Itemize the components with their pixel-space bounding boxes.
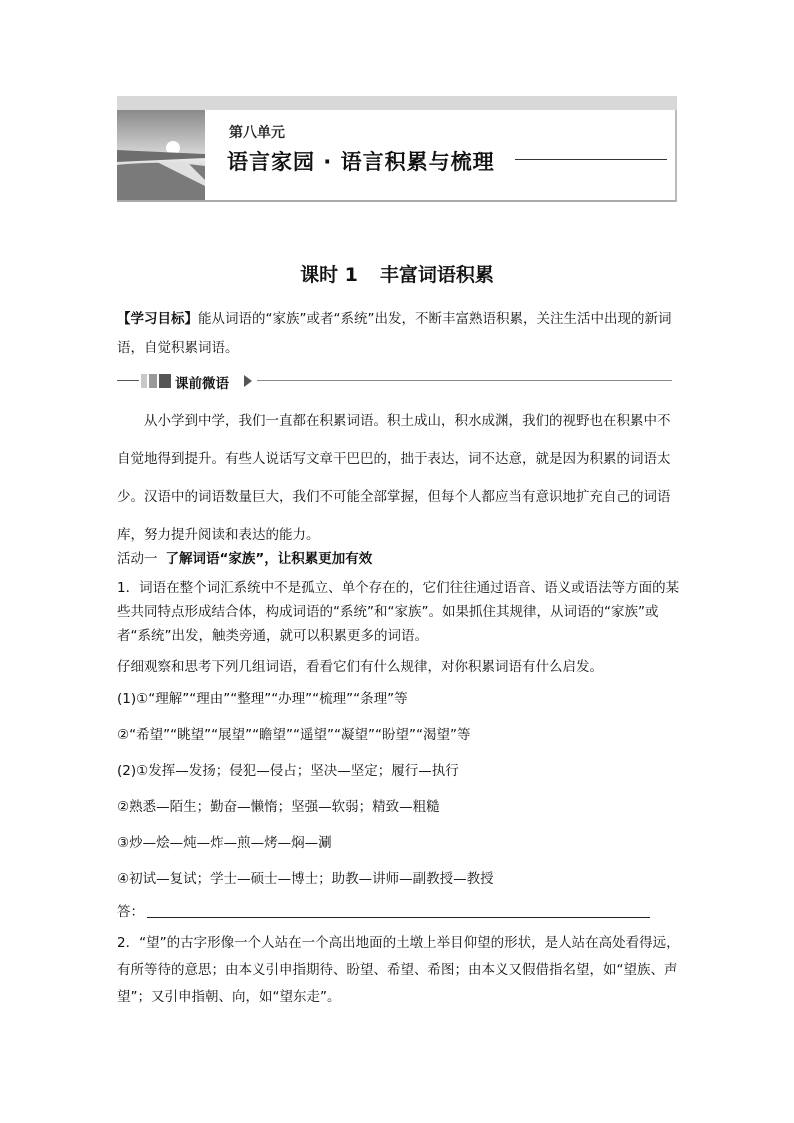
- word-group: ④初试—复试；学士—硕士—博士；助教—讲师—副教授—教授: [117, 871, 494, 887]
- question-2-number: 2．: [117, 935, 140, 951]
- objective-label: 【学习目标】: [117, 311, 198, 327]
- pre-class-paragraph: 从小学到中学，我们一直都在积累词语。积土成山，积水成渊，我们的视野也在积累中不自觉地得到提升。有些人说话写文章干巴巴的，拙于表达，词不达意，就是因为积累的词语太少。汉语中的词语数量巨大，我们不可能全部掌握，但每个人都应当有意识地扩充自己的词语库，努力提升阅读和表达的能力。: [117, 413, 671, 543]
- section-bar-dark: [159, 374, 171, 388]
- question-1-text: 词语在整个词汇系统中不是孤立、单个存在的，它们往往通过语音、语义或语法等方面的某些共同特点形成结合体，构成词语的“系统”和“家族”。如果抓住其规律，从词语的“家族”或者“系统”出发，触类旁通，就可以积累更多的词语。: [117, 580, 680, 644]
- word-group: ③炒—烩—炖—炸—煎—烤—焖—涮: [117, 835, 332, 851]
- question-2-text: “望”的古字形像一个人站在一个高出地面的土墩上举目仰望的形状，是人站在高处看得远，有所等待的意思；由本义引申指期待、盼望、希望、希图；由本义又假借指名望，如“望族、声望”；又引申指朝、向，如“望东走”。: [117, 935, 680, 1005]
- banner-top-strip: [117, 96, 677, 110]
- word-group: (2)①发挥—发扬；侵犯—侵占；坚决—坚定；履行—执行: [117, 763, 459, 779]
- chapter-title: 语言家园 · 语言积累与梳理: [227, 150, 495, 174]
- learning-objective: [117, 305, 677, 363]
- activity-label: 活动一: [117, 551, 158, 567]
- section-bar-mid: [149, 374, 157, 388]
- lesson-number: 课时 1: [300, 264, 358, 286]
- banner-photo: [117, 110, 205, 200]
- section-arrow-icon: [244, 375, 252, 387]
- section-bar-light: [141, 374, 147, 388]
- word-group: (1)①“理解”“理由”“整理”“办理”“梳理”“条理”等: [117, 691, 408, 707]
- section-header: [117, 372, 677, 390]
- title-rule: [515, 159, 667, 160]
- unit-banner: [117, 110, 677, 202]
- lesson-title: [0, 260, 794, 287]
- answer-label: 答：: [117, 904, 144, 920]
- activity-title: 了解词语“家族”，让积累更加有效: [165, 551, 373, 567]
- question-2: [117, 930, 682, 1011]
- objective-text: 能从词语的“家族”或者“系统”出发，不断丰富熟语积累，关注生活中出现的新词语，自觉积累词语。: [117, 311, 672, 356]
- section-dash: [117, 380, 139, 381]
- section-rule: [257, 380, 672, 381]
- word-group: ②“希望”“眺望”“展望”“瞻望”“遥望”“凝望”“盼望”“渴望”等: [117, 727, 471, 743]
- word-group: ②熟悉—陌生；勤奋—懒惰；坚强—软弱；精致—粗糙: [117, 799, 440, 815]
- question-1-number: 1．: [117, 580, 140, 596]
- unit-label: 第八单元: [229, 125, 285, 141]
- answer-blank-line[interactable]: [147, 917, 650, 918]
- activity-heading: [117, 549, 682, 569]
- section-title: 课前微语: [175, 376, 229, 392]
- question-1: [117, 576, 682, 648]
- lesson-name: 丰富词语积累: [379, 264, 494, 286]
- instruction: 仔细观察和思考下列几组词语，看看它们有什么规律，对你积累词语有什么启发。: [117, 659, 603, 675]
